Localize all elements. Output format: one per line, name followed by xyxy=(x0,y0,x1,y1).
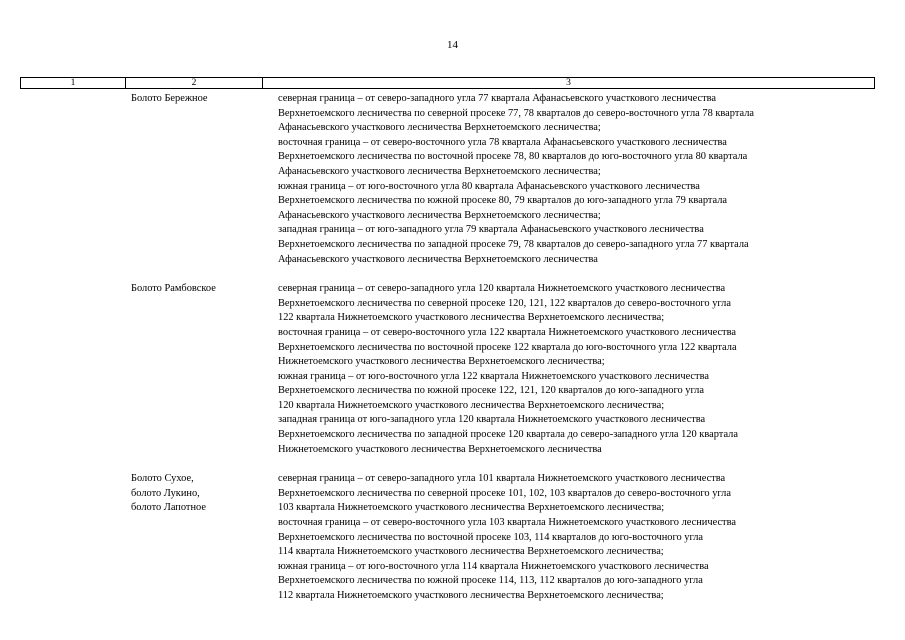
table-row xyxy=(20,471,875,603)
boundary-line: 114 квартала Нижнетоемского участкового лесничества Верхнетоемского лесничества; xyxy=(278,546,664,558)
boundary-line: восточная граница – от северо-восточного угла 78 квартала Афанасьевского участкового лесничества xyxy=(278,136,727,148)
header-col-1: 1 xyxy=(21,78,126,88)
bog-name-line: болото Лукино, xyxy=(131,487,200,499)
boundary-line: южная граница – от юго-восточного угла 114 квартала Нижнетоемского участкового лесничества xyxy=(278,560,709,572)
boundary-description xyxy=(268,471,875,603)
boundary-line: западная граница от юго-западного угла 120 квартала Нижнетоемского участкового лесничества xyxy=(278,414,706,426)
boundary-line: Нижнетоемского участкового лесничества Верхнетоемского лесничества; xyxy=(278,356,605,368)
boundary-line: 103 квартала Нижнетоемского участкового лесничества Верхнетоемского лесничества; xyxy=(278,502,665,514)
boundary-line: северная граница – от северо-западного угла 77 квартала Афанасьевского участкового лесничества xyxy=(278,93,717,104)
bog-name xyxy=(131,471,268,603)
boundary-line: северная граница – от северо-западного угла 120 квартала Нижнетоемского участкового лесничества xyxy=(278,283,726,295)
boundary-line: Верхнетоемского лесничества по южной просеке 122, 121, 120 кварталов до юго-западного угла xyxy=(278,385,704,397)
bog-name xyxy=(131,91,268,267)
table-body xyxy=(20,91,875,604)
boundary-line: восточная граница – от северо-восточного угла 122 квартала Нижнетоемского участкового лесничества xyxy=(278,326,736,338)
table-row xyxy=(20,91,875,267)
table-header xyxy=(20,77,875,89)
boundary-description xyxy=(268,91,875,267)
boundary-line: Афанасьевского участкового лесничества Верхнетоемского лесничества; xyxy=(278,122,601,134)
boundary-description xyxy=(268,281,875,457)
boundary-line: Верхнетоемского лесничества по южной просеке 80, 79 кварталов до юго-западного угла 79 квартала xyxy=(278,195,728,207)
bog-name-line: Болото Сухое, xyxy=(131,473,194,485)
boundary-line: Верхнетоемского лесничества по восточной просеке 103, 114 кварталов до юго-восточного угла xyxy=(278,531,703,543)
page-number: 14 xyxy=(447,39,458,51)
boundary-line: 120 квартала Нижнетоемского участкового лесничества Верхнетоемского лесничества; xyxy=(278,399,665,411)
bog-name-line: Болото Рамбовское xyxy=(131,283,216,295)
boundary-line: Афанасьевского участкового лесничества Верхнетоемского лесничества; xyxy=(278,209,601,221)
boundary-line: 122 квартала Нижнетоемского участкового лесничества Верхнетоемского лесничества; xyxy=(278,312,665,324)
boundary-line: Верхнетоемского лесничества по западной просеке 120 квартала до северо-западного угла 120 квартала xyxy=(278,429,738,441)
boundary-line: Верхнетоемского лесничества по северной просеке 120, 121, 122 кварталов до северо-восточного угла xyxy=(278,297,731,309)
table-row xyxy=(20,281,875,457)
boundary-line: Верхнетоемского лесничества по северной просеке 77, 78 кварталов до северо-восточного угла 78 квартала xyxy=(278,107,755,119)
boundary-line: Верхнетоемского лесничества по северной просеке 101, 102, 103 кварталов до северо-восточного угла xyxy=(278,487,731,499)
boundary-line: Нижнетоемского участкового лесничества Верхнетоемского лесничества xyxy=(278,443,602,455)
boundary-line: северная граница – от северо-западного угла 101 квартала Нижнетоемского участкового лесничества xyxy=(278,473,726,485)
boundary-line: 112 квартала Нижнетоемского участкового лесничества Верхнетоемского лесничества; xyxy=(278,590,664,601)
boundary-line: южная граница – от юго-восточного угла 80 квартала Афанасьевского участкового лесничества xyxy=(278,180,700,192)
boundary-line: Верхнетоемского лесничества по восточной просеке 78, 80 кварталов до юго-восточного угла 80 квартала xyxy=(278,151,748,163)
boundary-line: Верхнетоемского лесничества по южной просеке 114, 113, 112 кварталов до юго-западного угла xyxy=(278,575,703,587)
header-col-2: 2 xyxy=(126,78,263,88)
boundary-line: южная граница – от юго-восточного угла 122 квартала Нижнетоемского участкового лесничества xyxy=(278,370,709,382)
bog-name-line: Болото Бережное xyxy=(131,93,208,104)
row-gap xyxy=(20,267,875,281)
boundary-line: Афанасьевского участкового лесничества Верхнетоемского лесничества; xyxy=(278,165,601,177)
boundary-line: западная граница – от юго-западного угла 79 квартала Афанасьевского участкового лесничества xyxy=(278,224,704,236)
row-gap xyxy=(20,457,875,471)
boundary-line: Верхнетоемского лесничества по восточной просеке 122 квартала до юго-восточного угла 122 квартала xyxy=(278,341,737,353)
boundary-line: восточная граница – от северо-восточного угла 103 квартала Нижнетоемского участкового лесничества xyxy=(278,517,736,529)
header-col-3: 3 xyxy=(566,78,571,88)
bog-name xyxy=(131,281,268,457)
boundary-line: Афанасьевского участкового лесничества Верхнетоемского лесничества xyxy=(278,253,598,265)
bog-name-line: болото Лапотное xyxy=(131,502,206,514)
boundary-line: Верхнетоемского лесничества по западной просеке 79, 78 кварталов до северо-западного угла 77 квартала xyxy=(278,238,749,250)
